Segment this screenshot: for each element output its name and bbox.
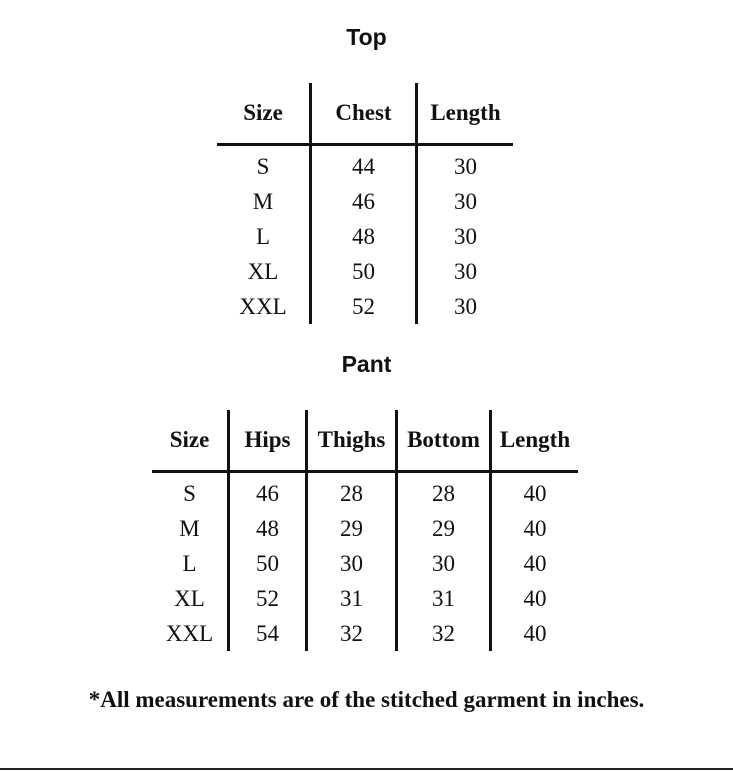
table-cell: 29 (398, 511, 492, 546)
table-cell: 50 (312, 254, 418, 289)
table-cell: 30 (454, 154, 477, 179)
header-cell: Thighs (308, 410, 398, 470)
table-cell: 40 (523, 621, 547, 646)
table-row (217, 184, 513, 219)
header-cell: Size (217, 83, 312, 143)
table-cell: 52 (312, 289, 418, 324)
table-cell: L (217, 219, 312, 254)
top-section-title: Top (346, 24, 387, 50)
table-cell: 32 (308, 616, 398, 651)
table-cell: 46 (230, 473, 308, 511)
table-cell: 48 (230, 511, 308, 546)
header-cell: Bottom (398, 410, 492, 470)
table-cell: 46 (312, 184, 418, 219)
table-cell: 30 (398, 546, 492, 581)
top-size-table (217, 83, 513, 324)
table-header-row (217, 83, 513, 146)
table-row (152, 511, 578, 546)
table-cell: 28 (398, 473, 492, 511)
table-cell: 54 (230, 616, 308, 651)
table-cell: L (152, 546, 230, 581)
table-cell: 44 (312, 146, 418, 184)
table-cell: 31 (398, 581, 492, 616)
table-row (152, 546, 578, 581)
table-cell: 30 (454, 259, 477, 284)
table-cell: 30 (308, 546, 398, 581)
table-cell: XL (217, 254, 312, 289)
header-cell: Size (152, 410, 230, 470)
table-cell: 28 (308, 473, 398, 511)
table-header-row (152, 410, 578, 473)
header-cell: Hips (230, 410, 308, 470)
table-cell: 30 (454, 224, 477, 249)
pant-section-title: Pant (341, 351, 392, 377)
measurement-footnote: *All measurements are of the stitched garment in inches. (88, 687, 645, 712)
table-cell: 31 (308, 581, 398, 616)
table-row (152, 473, 578, 511)
table-cell: S (152, 473, 230, 511)
table-cell: XL (152, 581, 230, 616)
table-cell: XXL (217, 289, 312, 324)
table-cell: 29 (308, 511, 398, 546)
table-cell: 50 (230, 546, 308, 581)
table-row (217, 289, 513, 324)
table-cell: 52 (230, 581, 308, 616)
pant-size-table (152, 410, 578, 651)
table-cell: 48 (312, 219, 418, 254)
table-cell: 40 (523, 551, 547, 576)
table-row (217, 254, 513, 289)
table-cell: S (217, 146, 312, 184)
table-row (217, 219, 513, 254)
header-cell: Chest (312, 83, 418, 143)
table-cell: 30 (454, 294, 477, 319)
table-cell: M (152, 511, 230, 546)
table-cell: 40 (523, 516, 547, 541)
header-cell: Length (430, 100, 501, 125)
table-cell: 30 (454, 189, 477, 214)
header-cell: Length (499, 427, 571, 452)
table-row (217, 146, 513, 184)
table-cell: XXL (152, 616, 230, 651)
table-cell: M (217, 184, 312, 219)
table-row (152, 616, 578, 651)
bottom-divider (0, 768, 733, 770)
table-cell: 32 (398, 616, 492, 651)
table-cell: 40 (523, 481, 547, 506)
table-cell: 40 (523, 586, 547, 611)
table-row (152, 581, 578, 616)
